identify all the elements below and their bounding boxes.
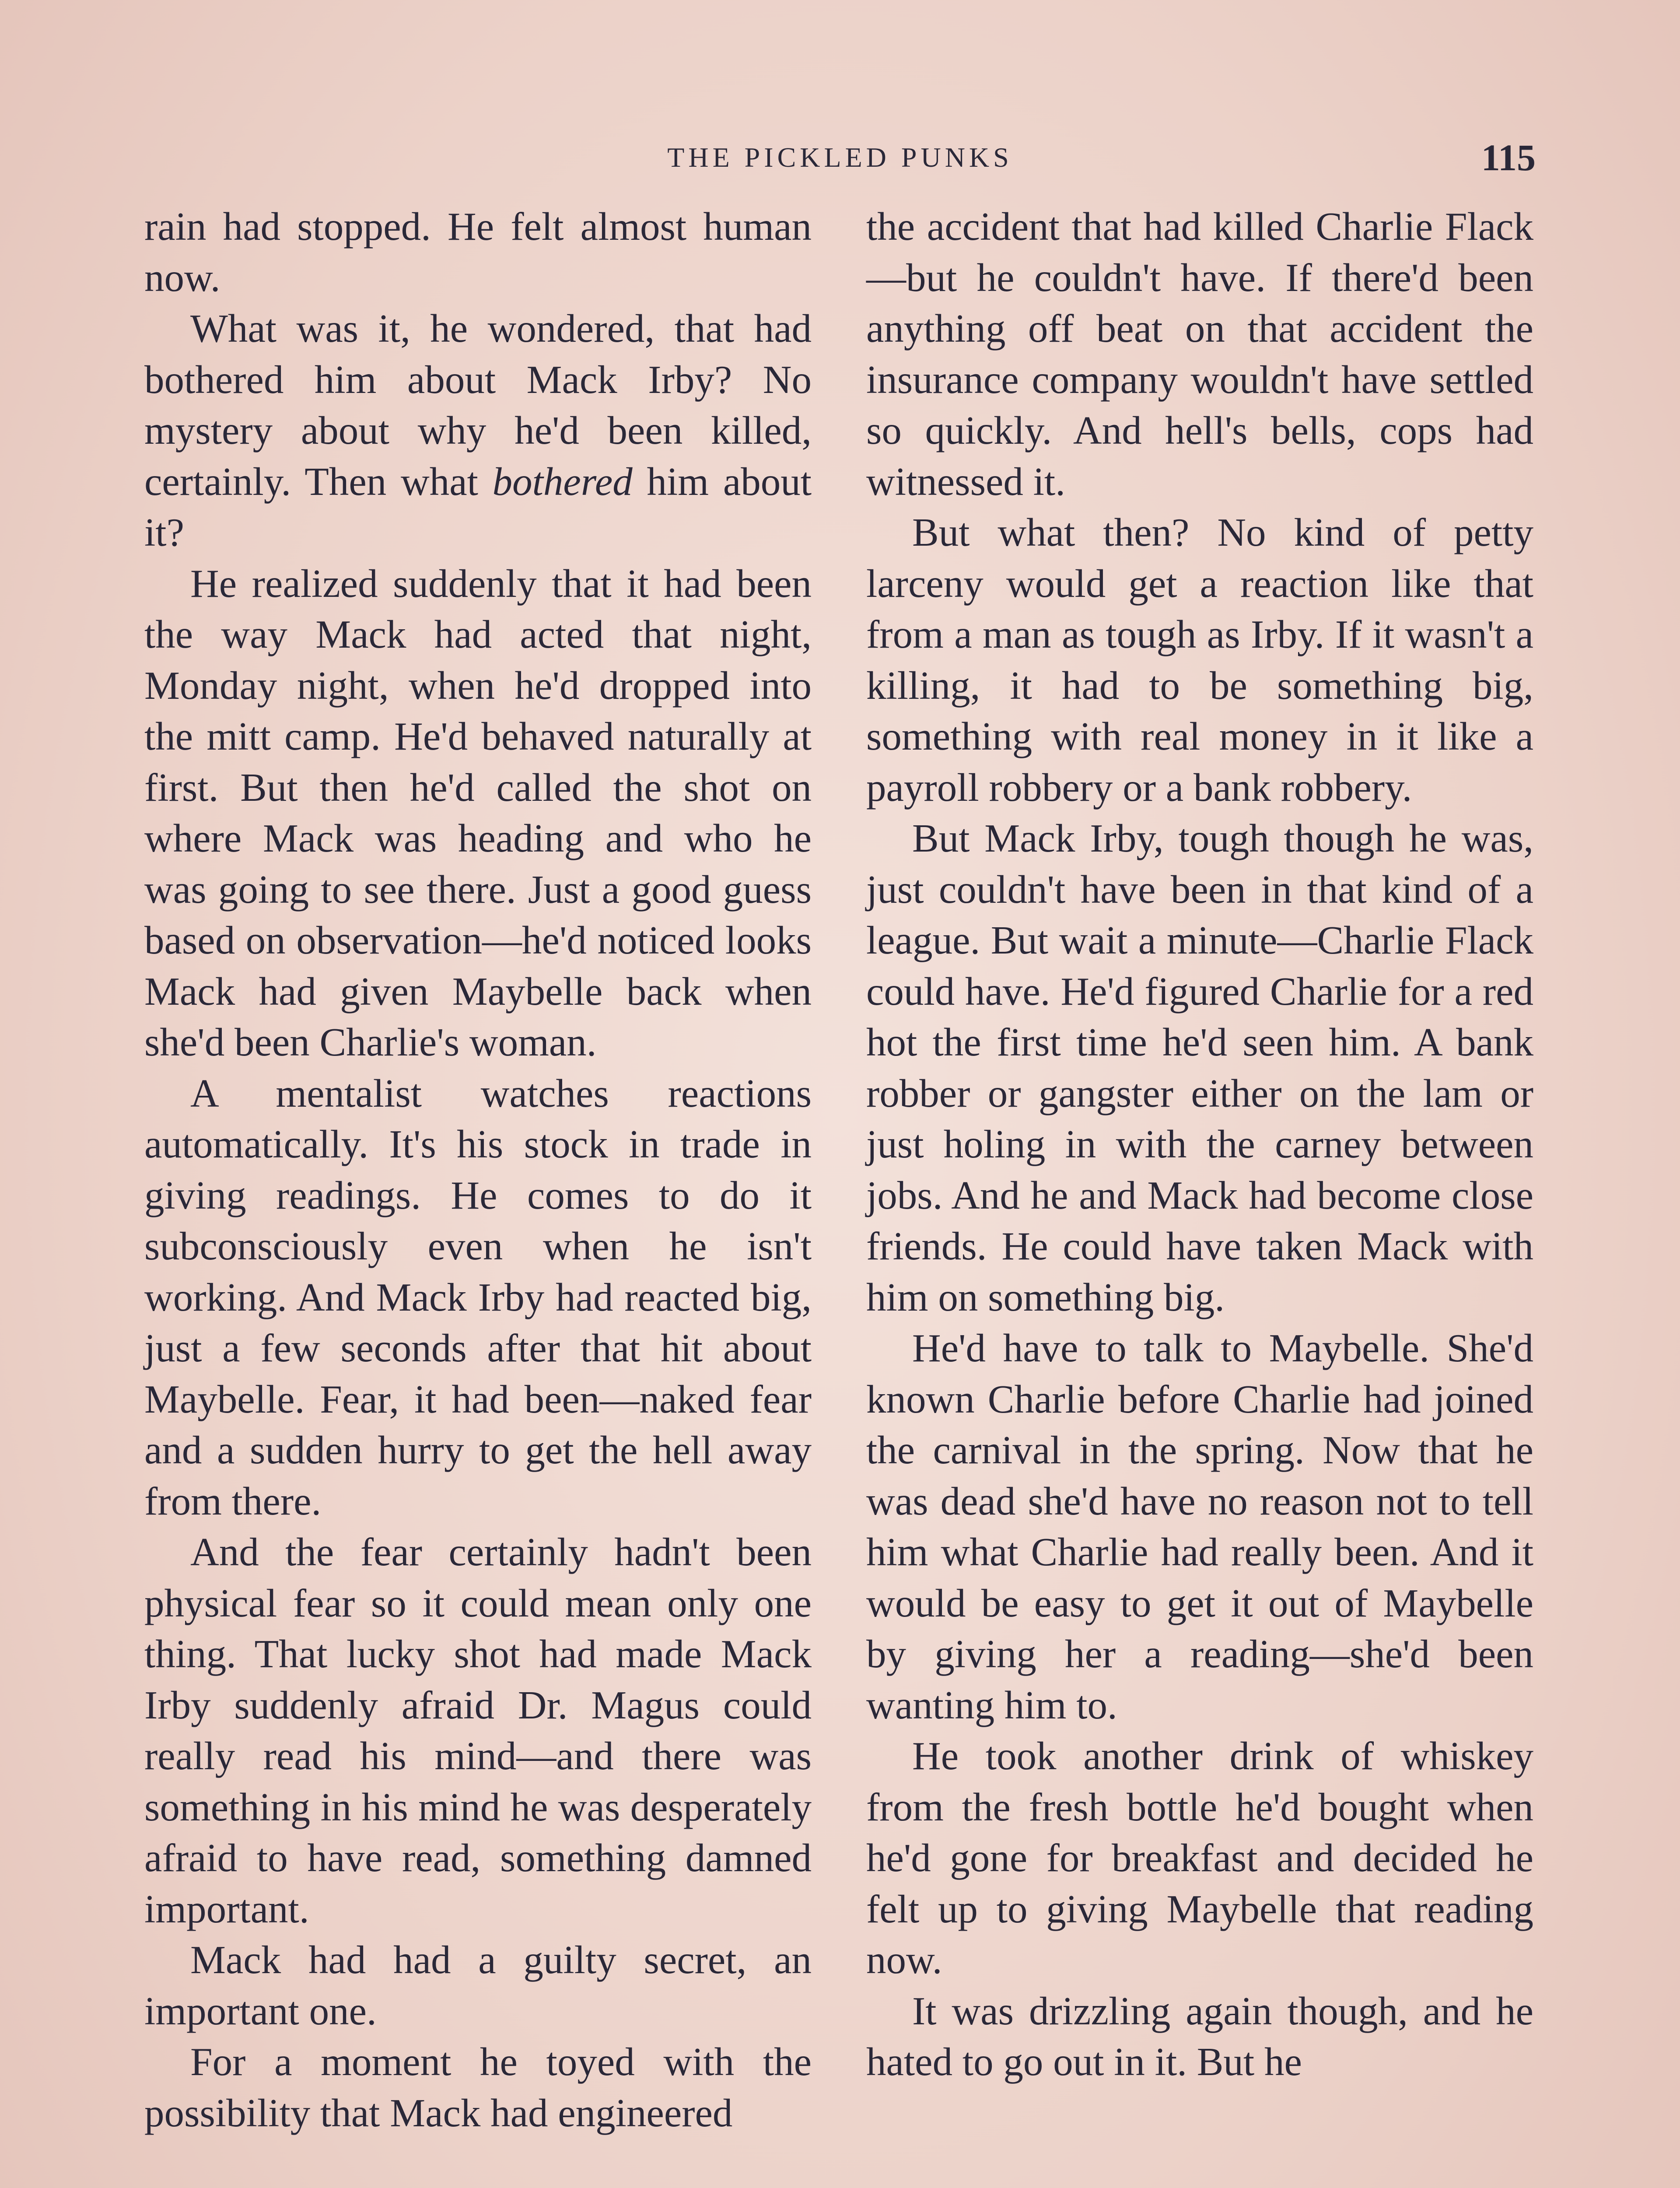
running-header — [144, 131, 1536, 184]
paragraph-text: him about it? — [144, 459, 812, 554]
paragraph: He realized suddenly that it had been the way Mack had acted that night, Monday night, when he'd dropped into the mitt camp. He'd behaved naturally at first. But then he'd called the shot on where Mack was heading and who he was going to see there. Just a good guess based on observation—he'd noticed looks Mack had given Maybelle back when she'd been Charlie's woman. — [144, 561, 812, 1064]
paragraph: For a moment he toyed with the possibility that Mack had engineered — [144, 2040, 812, 2135]
emphasized-word: bothered — [492, 459, 633, 504]
paragraph-text: What was it, he wondered, that had bothered him about Mack Irby? No mystery about why he'd been killed, certainly. Then what — [144, 306, 812, 504]
paragraph: rain had stopped. He felt almost human now. — [144, 204, 812, 300]
paragraph: But Mack Irby, tough though he was, just couldn't have been in that kind of a league. But wait a minute—Charlie Flack could have. He'd figured Charlie for a red hot the first time he'd seen him. A bank robber or gangster either on the lam or just holing in with the carney between jobs. And he and Mack had become close friends. He could have taken Mack with him on something big. — [866, 816, 1533, 1319]
paragraph: And the fear certainly hadn't been physical fear so it could mean only one thing. That lucky shot had made Mack Irby suddenly afraid Dr. Magus could really read his mind—and there was something in his mind he was desperately afraid to have read, something damned important. — [144, 1530, 812, 1931]
paragraph: Mack had had a guilty secret, an important one. — [144, 1938, 812, 2033]
page-number: 115 — [1481, 137, 1536, 179]
paragraph: He'd have to talk to Maybelle. She'd known Charlie before Charlie had joined the carnival in the spring. Now that he was dead she'd have no reason not to tell him what Charlie had really been. And it would be easy to get it out of Maybelle by giving her a reading—she'd been wanting him to. — [866, 1326, 1533, 1727]
running-title: THE PICKLED PUNKS — [667, 142, 1013, 173]
paragraph: But what then? No kind of petty larceny would get a reaction like that from a man as tough as Irby. If it wasn't a killing, it had to be something big, something with real money in it like a payroll robbery or a bank robbery. — [866, 510, 1533, 810]
paragraph: the accident that had killed Charlie Flack—but he couldn't have. If there'd been anything off beat on that accident the insurance company wouldn't have settled so quickly. And hell's bells, cops had witnessed it. — [866, 204, 1533, 504]
paragraph — [144, 303, 812, 558]
right-text-column — [866, 201, 1533, 2088]
paragraph: He took another drink of whiskey from the fresh bottle he'd bought when he'd gone for breakfast and decided he felt up to giving Maybelle that reading now. — [866, 1734, 1533, 1982]
paragraph: A mentalist watches reactions automatically. It's his stock in trade in giving readings. He comes to do it subconsciously even when he isn't working. And Mack Irby had reacted big, just a few seconds after that hit about Maybelle. Fear, it had been—naked fear and a sudden hurry to get the hell away from there. — [144, 1071, 812, 1523]
paragraph: It was drizzling again though, and he hated to go out in it. But he — [866, 1988, 1533, 2084]
left-text-column — [144, 201, 812, 2139]
